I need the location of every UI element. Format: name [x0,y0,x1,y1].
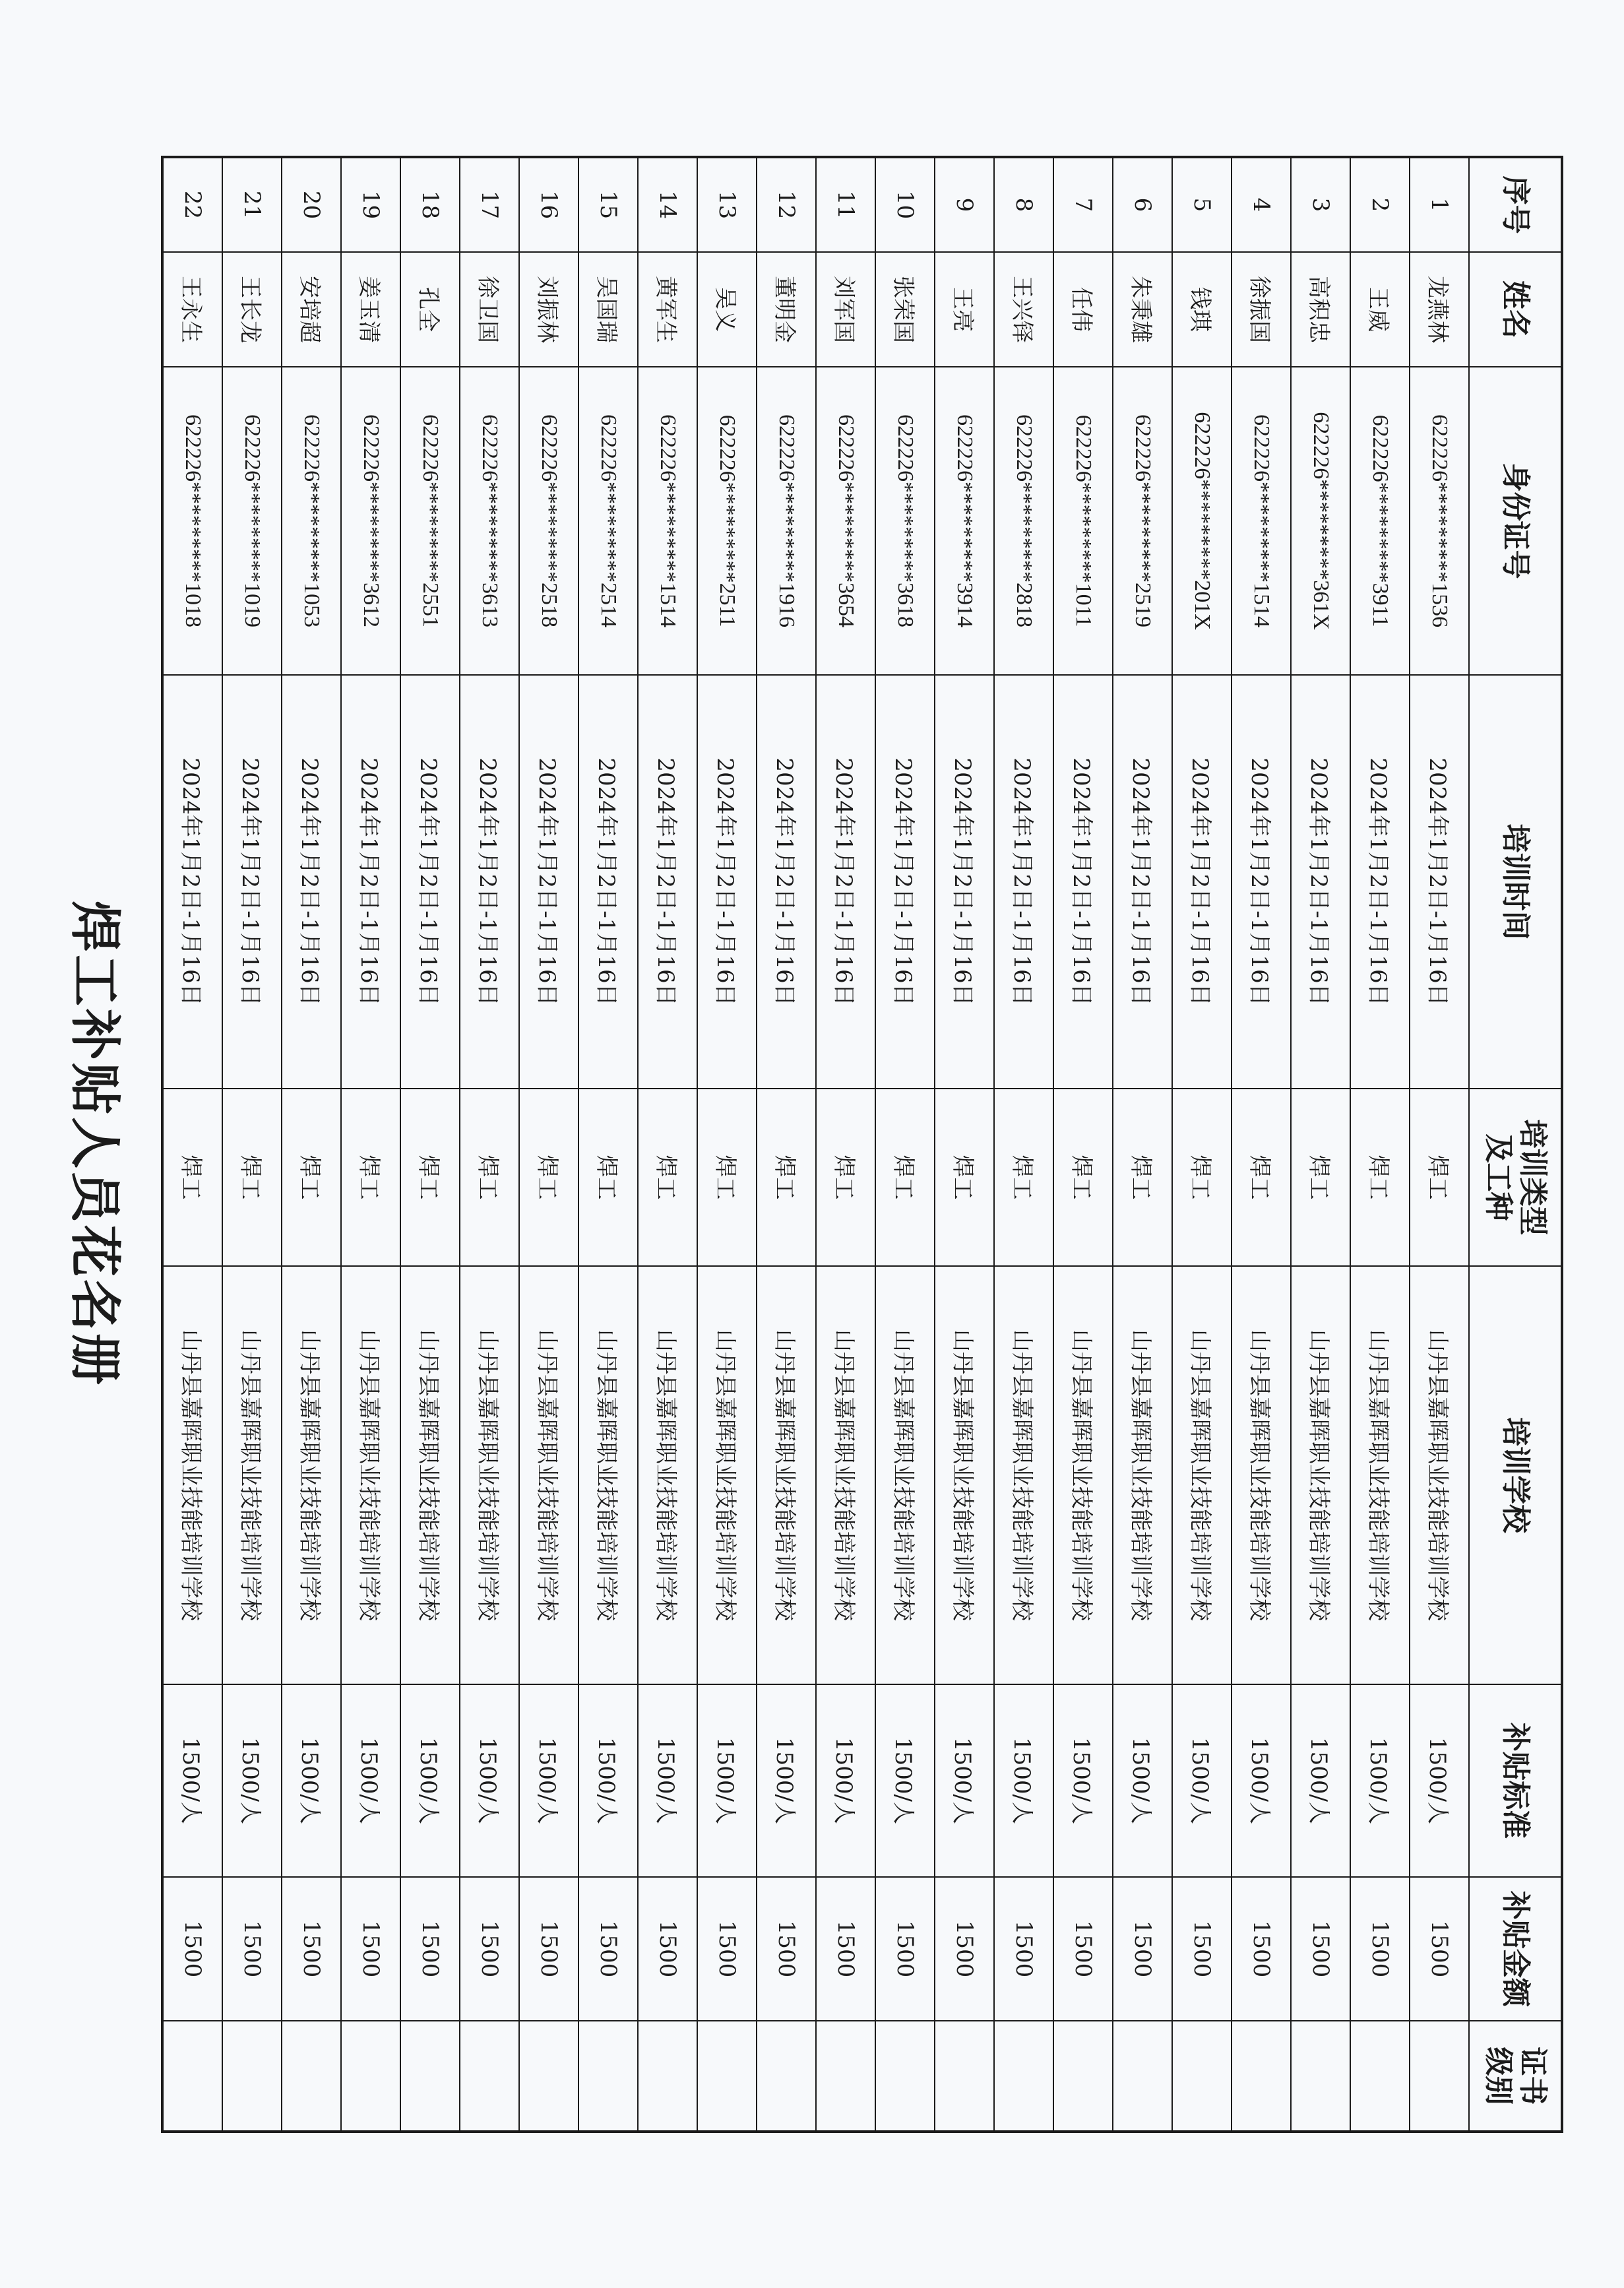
cell-cert-level [162,2021,222,2132]
cell-school: 山丹县嘉晖职业技能培训学校 [638,1266,697,1684]
cell-school: 山丹县嘉晖职业技能培训学校 [282,1266,341,1684]
cell-cert-level [994,2021,1053,2132]
cell-id-number: 622226*********1514 [1232,367,1291,675]
cell-id-number: 622226*********1053 [282,367,341,675]
cell-id-number: 622226*********2514 [578,367,638,675]
cell-id-number: 622226*********3654 [816,367,875,675]
cell-standard: 1500/人 [757,1684,816,1877]
cell-cert-level [1410,2021,1469,2132]
cell-amount: 1500 [757,1877,816,2021]
cell-standard: 1500/人 [697,1684,757,1877]
cell-amount: 1500 [578,1877,638,2021]
cell-training-type: 焊工 [162,1089,222,1266]
header-training-time: 培训时间 [1469,675,1562,1089]
cell-name: 徐振国 [1232,252,1291,367]
cell-standard: 1500/人 [282,1684,341,1877]
cell-name: 张荣国 [875,252,935,367]
cell-standard: 1500/人 [638,1684,697,1877]
table-row [757,157,816,2132]
cell-name: 安培超 [282,252,341,367]
cell-standard: 1500/人 [1291,1684,1350,1877]
cell-cert-level [816,2021,875,2132]
cell-school: 山丹县嘉晖职业技能培训学校 [875,1266,935,1684]
cell-seq: 21 [222,157,282,252]
cell-name: 王威 [1350,252,1410,367]
table-header-row [1469,157,1562,2132]
cell-cert-level [1053,2021,1113,2132]
cell-training-type: 焊工 [1172,1089,1232,1266]
table-row [578,157,638,2132]
table-row [875,157,935,2132]
cell-standard: 1500/人 [578,1684,638,1877]
cell-cert-level [697,2021,757,2132]
table-row [1053,157,1113,2132]
cell-training-type: 焊工 [282,1089,341,1266]
cell-school: 山丹县嘉晖职业技能培训学校 [1172,1266,1232,1684]
cell-seq: 10 [875,157,935,252]
cell-seq: 6 [1113,157,1172,252]
cell-cert-level [341,2021,400,2132]
cell-school: 山丹县嘉晖职业技能培训学校 [1232,1266,1291,1684]
cell-amount: 1500 [935,1877,994,2021]
cell-id-number: 622226*********3914 [935,367,994,675]
cell-training-time: 2024年1月2日-1月16日 [816,675,875,1089]
cell-training-type: 焊工 [1410,1089,1469,1266]
cell-training-type: 焊工 [1053,1089,1113,1266]
cell-amount: 1500 [460,1877,519,2021]
cell-training-time: 2024年1月2日-1月16日 [578,675,638,1089]
cell-name: 任伟 [1053,252,1113,367]
header-training-type-line2: 及工种 [1482,1133,1515,1221]
cell-amount: 1500 [519,1877,578,2021]
cell-id-number: 622226*********3911 [1350,367,1410,675]
cell-name: 黄军生 [638,252,697,367]
cell-training-time: 2024年1月2日-1月16日 [282,675,341,1089]
table-row [816,157,875,2132]
cell-cert-level [460,2021,519,2132]
table-row [1291,157,1350,2132]
cell-school: 山丹县嘉晖职业技能培训学校 [935,1266,994,1684]
header-id-number: 身份证号 [1469,367,1562,675]
cell-seq: 3 [1291,157,1350,252]
cell-training-time: 2024年1月2日-1月16日 [400,675,460,1089]
cell-name: 龙燕林 [1410,252,1469,367]
table-row [935,157,994,2132]
cell-amount: 1500 [697,1877,757,2021]
cell-standard: 1500/人 [1232,1684,1291,1877]
header-seq: 序号 [1469,157,1562,252]
cell-cert-level [519,2021,578,2132]
cell-standard: 1500/人 [341,1684,400,1877]
cell-training-type: 焊工 [578,1089,638,1266]
cell-training-time: 2024年1月2日-1月16日 [875,675,935,1089]
cell-training-type: 焊工 [816,1089,875,1266]
cell-training-type: 焊工 [1350,1089,1410,1266]
cell-training-time: 2024年1月2日-1月16日 [222,675,282,1089]
cell-standard: 1500/人 [1113,1684,1172,1877]
cell-standard: 1500/人 [1172,1684,1232,1877]
cell-id-number: 622226*********3613 [460,367,519,675]
cell-training-type: 焊工 [638,1089,697,1266]
cell-cert-level [757,2021,816,2132]
cell-seq: 1 [1410,157,1469,252]
header-training-type-line1: 培训类型 [1516,1119,1549,1236]
cell-id-number: 622226*********1011 [1053,367,1113,675]
document-title: 焊工补贴人员花名册 [65,900,125,1387]
cell-training-time: 2024年1月2日-1月16日 [519,675,578,1089]
cell-standard: 1500/人 [875,1684,935,1877]
cell-training-type: 焊工 [875,1089,935,1266]
cell-seq: 16 [519,157,578,252]
cell-seq: 19 [341,157,400,252]
cell-id-number: 622226*********3618 [875,367,935,675]
cell-amount: 1500 [400,1877,460,2021]
cell-training-time: 2024年1月2日-1月16日 [1053,675,1113,1089]
cell-school: 山丹县嘉晖职业技能培训学校 [1291,1266,1350,1684]
cell-id-number: 622226*********2511 [697,367,757,675]
cell-training-type: 焊工 [519,1089,578,1266]
table-row [697,157,757,2132]
cell-amount: 1500 [282,1877,341,2021]
table-row [1113,157,1172,2132]
cell-school: 山丹县嘉晖职业技能培训学校 [816,1266,875,1684]
cell-amount: 1500 [1291,1877,1350,2021]
cell-training-time: 2024年1月2日-1月16日 [162,675,222,1089]
header-cert-level-line1: 证书 [1516,2047,1549,2105]
cell-training-type: 焊工 [1291,1089,1350,1266]
cell-training-time: 2024年1月2日-1月16日 [460,675,519,1089]
cell-training-time: 2024年1月2日-1月16日 [994,675,1053,1089]
cell-cert-level [1172,2021,1232,2132]
cell-name: 钱琪 [1172,252,1232,367]
cell-training-type: 焊工 [757,1089,816,1266]
cell-seq: 5 [1172,157,1232,252]
cell-training-time: 2024年1月2日-1月16日 [1410,675,1469,1089]
cell-training-type: 焊工 [222,1089,282,1266]
table-row [638,157,697,2132]
cell-training-time: 2024年1月2日-1月16日 [1113,675,1172,1089]
cell-standard: 1500/人 [460,1684,519,1877]
cell-school: 山丹县嘉晖职业技能培训学校 [1113,1266,1172,1684]
cell-id-number: 622226*********1916 [757,367,816,675]
cell-cert-level [1113,2021,1172,2132]
cell-standard: 1500/人 [400,1684,460,1877]
header-cert-level-line2: 级别 [1482,2047,1515,2105]
cell-id-number: 622226*********1018 [162,367,222,675]
cell-school: 山丹县嘉晖职业技能培训学校 [222,1266,282,1684]
cell-amount: 1500 [638,1877,697,2021]
cell-amount: 1500 [816,1877,875,2021]
cell-school: 山丹县嘉晖职业技能培训学校 [1350,1266,1410,1684]
header-training-type [1469,1089,1562,1266]
cell-id-number: 622226*********3612 [341,367,400,675]
header-school: 培训学校 [1469,1266,1562,1684]
cell-amount: 1500 [341,1877,400,2021]
cell-training-time: 2024年1月2日-1月16日 [341,675,400,1089]
cell-id-number: 622226*********2818 [994,367,1053,675]
cell-seq: 8 [994,157,1053,252]
cell-cert-level [1291,2021,1350,2132]
cell-school: 山丹县嘉晖职业技能培训学校 [757,1266,816,1684]
cell-name: 吴义 [697,252,757,367]
table-row [282,157,341,2132]
table-row [519,157,578,2132]
cell-cert-level [1350,2021,1410,2132]
cell-training-type: 焊工 [994,1089,1053,1266]
cell-seq: 15 [578,157,638,252]
cell-standard: 1500/人 [519,1684,578,1877]
table-row [400,157,460,2132]
cell-standard: 1500/人 [162,1684,222,1877]
table-row [1232,157,1291,2132]
table-row [222,157,282,2132]
cell-id-number: 622226*********2551 [400,367,460,675]
cell-standard: 1500/人 [1350,1684,1410,1877]
cell-seq: 14 [638,157,697,252]
cell-seq: 12 [757,157,816,252]
table-row [162,157,222,2132]
cell-name: 刘军国 [816,252,875,367]
cell-seq: 2 [1350,157,1410,252]
cell-cert-level [935,2021,994,2132]
cell-cert-level [638,2021,697,2132]
cell-seq: 18 [400,157,460,252]
cell-training-type: 焊工 [1232,1089,1291,1266]
cell-name: 王亮 [935,252,994,367]
cell-amount: 1500 [1113,1877,1172,2021]
cell-school: 山丹县嘉晖职业技能培训学校 [994,1266,1053,1684]
cell-name: 朱秉雄 [1113,252,1172,367]
cell-id-number: 622226*********1514 [638,367,697,675]
cell-seq: 22 [162,157,222,252]
cell-id-number: 622226*********2519 [1113,367,1172,675]
cell-id-number: 622226*********361X [1291,367,1350,675]
header-standard: 补贴标准 [1469,1684,1562,1877]
cell-school: 山丹县嘉晖职业技能培训学校 [460,1266,519,1684]
cell-id-number: 622226*********201X [1172,367,1232,675]
cell-training-time: 2024年1月2日-1月16日 [1172,675,1232,1089]
cell-name: 董明金 [757,252,816,367]
cell-amount: 1500 [1410,1877,1469,2021]
cell-standard: 1500/人 [1410,1684,1469,1877]
cell-name: 王兴铎 [994,252,1053,367]
cell-training-time: 2024年1月2日-1月16日 [697,675,757,1089]
cell-training-time: 2024年1月2日-1月16日 [1350,675,1410,1089]
cell-amount: 1500 [162,1877,222,2021]
cell-training-time: 2024年1月2日-1月16日 [638,675,697,1089]
header-cert-level [1469,2021,1562,2132]
cell-cert-level [282,2021,341,2132]
cell-name: 徐卫国 [460,252,519,367]
cell-training-type: 焊工 [935,1089,994,1266]
cell-cert-level [1232,2021,1291,2132]
cell-seq: 13 [697,157,757,252]
cell-seq: 11 [816,157,875,252]
cell-id-number: 622226*********1536 [1410,367,1469,675]
cell-training-type: 焊工 [341,1089,400,1266]
cell-standard: 1500/人 [994,1684,1053,1877]
cell-name: 刘振林 [519,252,578,367]
table-row [1350,157,1410,2132]
table-row [994,157,1053,2132]
cell-school: 山丹县嘉晖职业技能培训学校 [1053,1266,1113,1684]
cell-amount: 1500 [875,1877,935,2021]
cell-amount: 1500 [1350,1877,1410,2021]
table-row [1410,157,1469,2132]
cell-seq: 4 [1232,157,1291,252]
table-row [341,157,400,2132]
cell-name: 孔全 [400,252,460,367]
cell-standard: 1500/人 [1053,1684,1113,1877]
cell-cert-level [875,2021,935,2132]
cell-school: 山丹县嘉晖职业技能培训学校 [1410,1266,1469,1684]
cell-school: 山丹县嘉晖职业技能培训学校 [400,1266,460,1684]
cell-name: 王长龙 [222,252,282,367]
header-amount: 补贴金额 [1469,1877,1562,2021]
cell-seq: 9 [935,157,994,252]
table-row [460,157,519,2132]
cell-training-type: 焊工 [697,1089,757,1266]
cell-school: 山丹县嘉晖职业技能培训学校 [578,1266,638,1684]
cell-standard: 1500/人 [222,1684,282,1877]
cell-seq: 17 [460,157,519,252]
cell-training-time: 2024年1月2日-1月16日 [1232,675,1291,1089]
cell-training-time: 2024年1月2日-1月16日 [1291,675,1350,1089]
cell-cert-level [222,2021,282,2132]
cell-name: 姜玉清 [341,252,400,367]
cell-training-time: 2024年1月2日-1月16日 [935,675,994,1089]
cell-school: 山丹县嘉晖职业技能培训学校 [341,1266,400,1684]
cell-seq: 7 [1053,157,1113,252]
table-body [162,157,1469,2132]
cell-standard: 1500/人 [935,1684,994,1877]
cell-amount: 1500 [994,1877,1053,2021]
cell-amount: 1500 [1172,1877,1232,2021]
cell-cert-level [400,2021,460,2132]
table-row [1172,157,1232,2132]
cell-standard: 1500/人 [816,1684,875,1877]
cell-name: 高积忠 [1291,252,1350,367]
cell-id-number: 622226*********1019 [222,367,282,675]
cell-amount: 1500 [222,1877,282,2021]
cell-training-time: 2024年1月2日-1月16日 [757,675,816,1089]
cell-id-number: 622226*********2518 [519,367,578,675]
cell-name: 王永生 [162,252,222,367]
cell-training-type: 焊工 [400,1089,460,1266]
cell-school: 山丹县嘉晖职业技能培训学校 [162,1266,222,1684]
cell-cert-level [578,2021,638,2132]
cell-amount: 1500 [1053,1877,1113,2021]
cell-training-type: 焊工 [1113,1089,1172,1266]
cell-seq: 20 [282,157,341,252]
cell-name: 吴国瑞 [578,252,638,367]
roster-table [161,156,1563,2133]
cell-training-type: 焊工 [460,1089,519,1266]
cell-amount: 1500 [1232,1877,1291,2021]
cell-school: 山丹县嘉晖职业技能培训学校 [697,1266,757,1684]
header-name: 姓名 [1469,252,1562,367]
cell-school: 山丹县嘉晖职业技能培训学校 [519,1266,578,1684]
